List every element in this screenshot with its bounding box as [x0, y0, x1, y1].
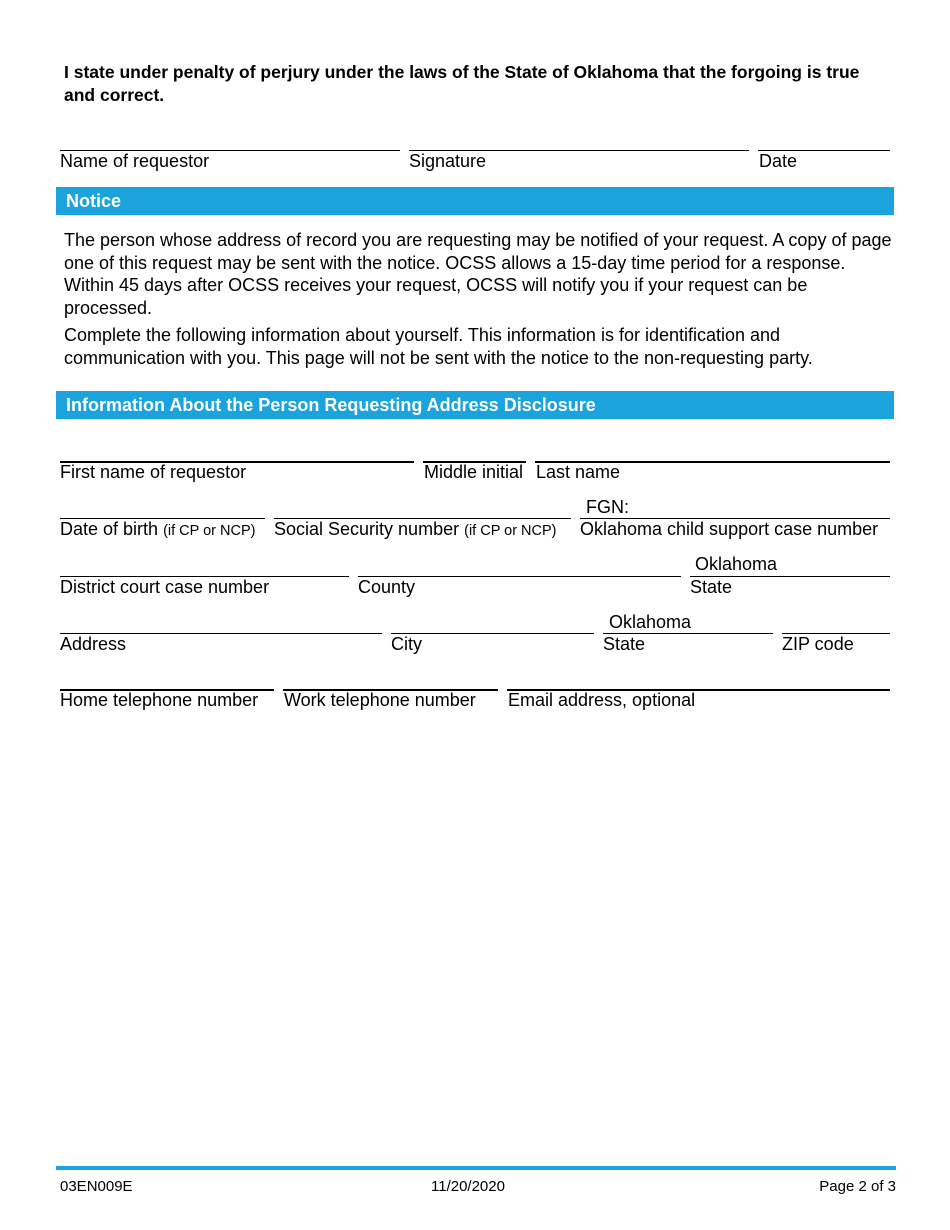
- first-name-label: First name of requestor: [60, 462, 247, 482]
- middle-initial-label: Middle initial: [424, 462, 524, 482]
- work-phone-label: Work telephone number: [284, 690, 476, 710]
- email-label: Email address, optional: [508, 690, 696, 710]
- notice-paragraph-2: Complete the following information about yourself. This information is for identification and communication with you. This page will not be sent with the notice to the non-requesting party.: [64, 325, 813, 368]
- last-name-label: Last name: [536, 462, 621, 482]
- date-of-birth-note: (if CP or NCP): [163, 523, 256, 539]
- form-date: 11/20/2020: [431, 1178, 505, 1195]
- date-of-birth-label: [60, 519, 255, 542]
- perjury-statement: I state under penalty of perjury under the laws of the State of Oklahoma that the forgoing is true and correct.: [64, 62, 860, 105]
- address-label: Address: [60, 634, 127, 654]
- signature-label: Signature: [409, 151, 487, 171]
- form-id: 03EN009E: [60, 1178, 133, 1195]
- ssn-note: (if CP or NCP): [464, 523, 557, 539]
- home-phone-label: Home telephone number: [60, 690, 259, 710]
- district-court-case-label: District court case number: [60, 577, 270, 597]
- state-label-2: State: [603, 634, 646, 654]
- page-number: Page 2 of 3: [819, 1178, 896, 1195]
- fgn-prefix: FGN:: [586, 497, 629, 517]
- notice-paragraph-1: The person whose address of record you are requesting may be notified of your request. A copy of page one of this request may be sent with the notice. OCSS allows a 15-day time period for a response. Within 45 days after OCSS receives your request, OCSS will notify you if your request can be processed.: [64, 230, 892, 318]
- date-label: Date: [759, 151, 798, 171]
- state-value-2: Oklahoma: [609, 612, 692, 632]
- ssn-label: [274, 519, 557, 542]
- ok-case-number-label: Oklahoma child support case number: [580, 519, 879, 539]
- date-of-birth-label-text: Date of birth: [60, 519, 159, 539]
- state-label-1: State: [690, 577, 733, 597]
- state-value-1: Oklahoma: [695, 554, 778, 574]
- footer-rule: [56, 1166, 896, 1170]
- city-label: City: [391, 634, 422, 654]
- county-label: County: [358, 577, 416, 597]
- ssn-label-text: Social Security number: [274, 519, 460, 539]
- notice-heading: Notice: [56, 187, 894, 215]
- name-of-requestor-label: Name of requestor: [60, 151, 210, 171]
- zip-code-label: ZIP code: [782, 634, 854, 654]
- requestor-info-heading: Information About the Person Requesting Address Disclosure: [56, 391, 894, 419]
